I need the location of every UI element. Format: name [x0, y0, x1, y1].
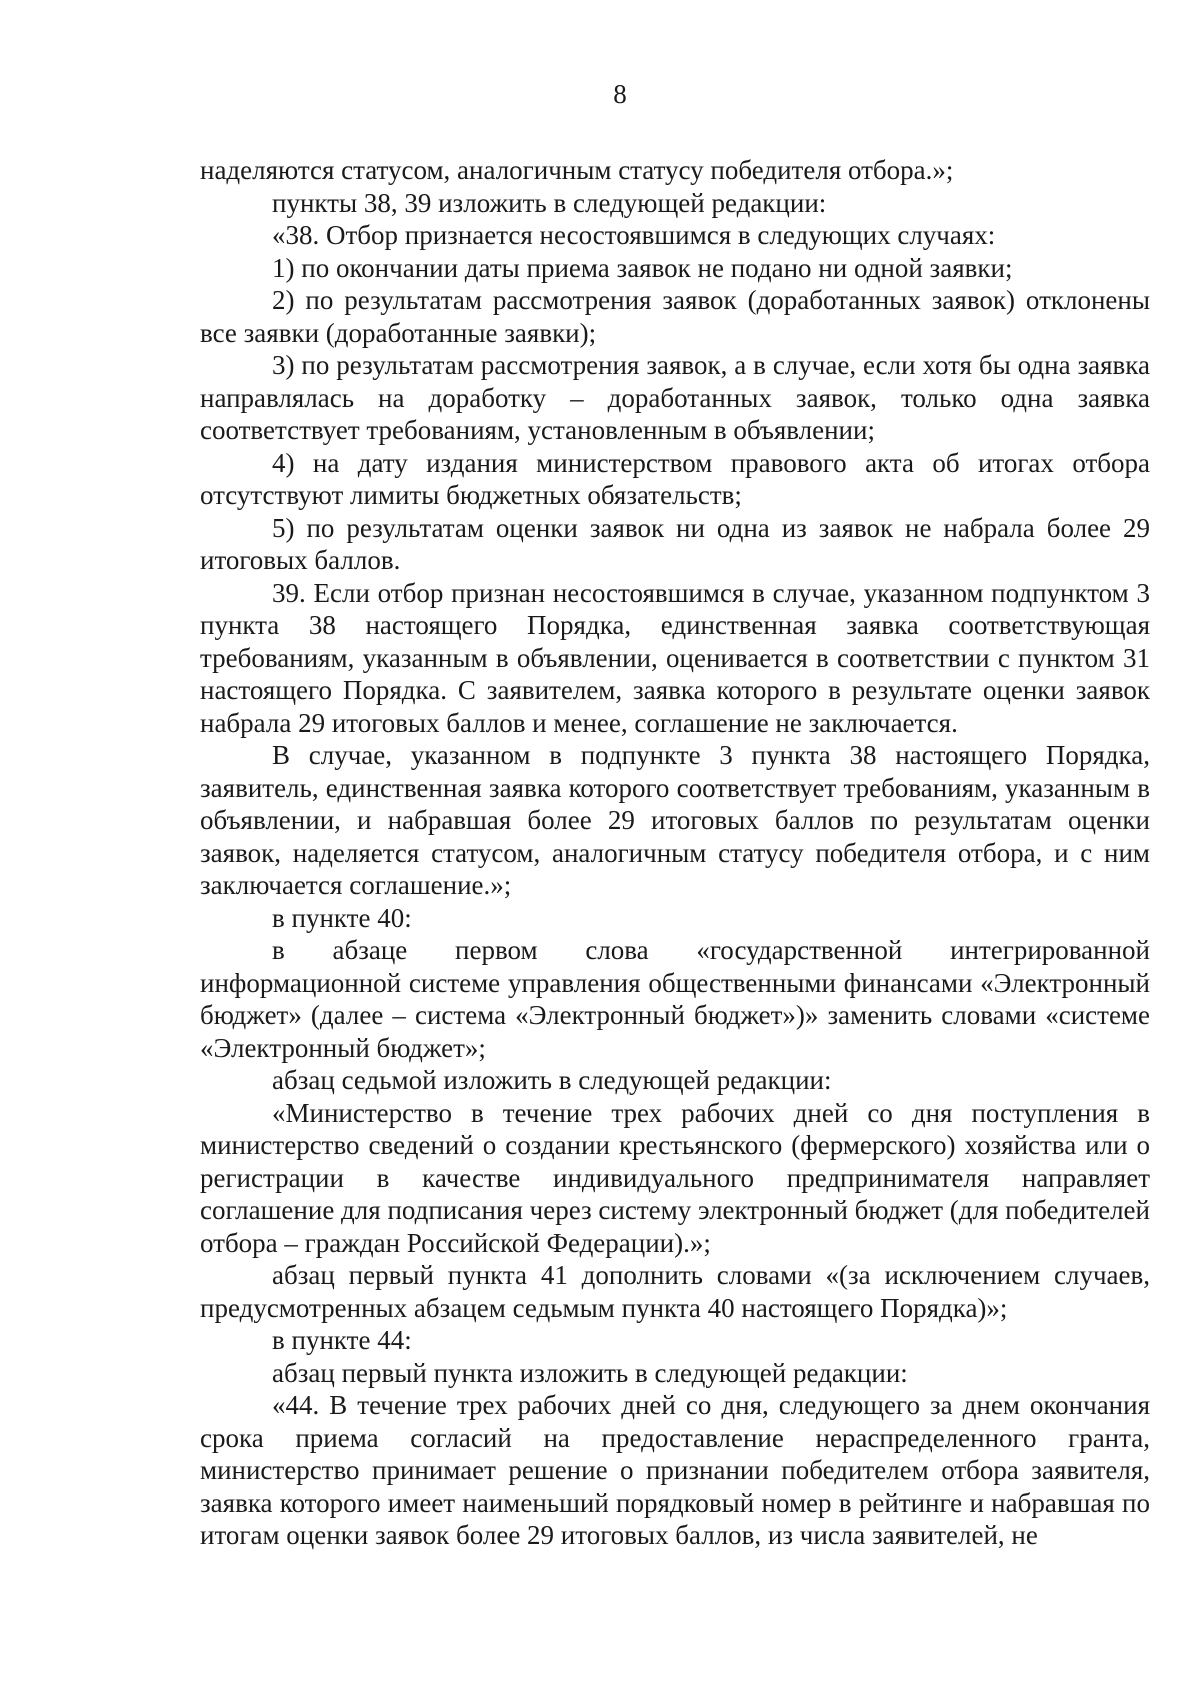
paragraph-38-case-4: 4) на дату издания министерством правового акта об итогах отбора отсутствуют лимиты бюджетных обязательств; [200, 447, 1150, 510]
paragraph-39-second: В случае, указанном в подпункте 3 пункта 38 настоящего Порядка, заявитель, единственная заявка которого соответствует требованиям, указанным в объявлении, и набравшая более 29 итоговых баллов по результатам оценки заявок, наделяется статусом, аналогичным статусу победителя отбора, и с ним заключается соглашение.»; [200, 740, 1150, 900]
page-number: 8 [613, 79, 627, 109]
paragraph-continuation: наделяются статусом, аналогичным статусу победителя отбора.»; [200, 155, 954, 185]
paragraph-38-case-2: 2) по результатам рассмотрения заявок (доработанных заявок) отклонены все заявки (доработанные заявки); [200, 285, 1150, 348]
paragraph-in-item-40: в пункте 40: [272, 902, 412, 933]
paragraph-38-case-5: 5) по результатам оценки заявок ни одна из заявок не набрала более 29 итоговых баллов. [200, 512, 1150, 575]
paragraph-amend-38-39: пункты 38, 39 изложить в следующей редакции: [272, 187, 827, 218]
document-body [200, 154, 1150, 1552]
paragraph-in-item-44: в пункте 44: [272, 1325, 412, 1355]
paragraph-item-39: 39. Если отбор признан несостоявшимся в случае, указанном подпунктом 3 пункта 38 настоящего Порядка, единственная заявка соответствующая требованиям, указанным в объявлении, оценивается в соответствии с пунктом 31 настоящего Порядка. С заявителем, заявка которого в результате оценки заявок набрала 29 итоговых баллов и менее, соглашение не заключается. [200, 577, 1150, 738]
paragraph-38-case-1: 1) по окончании даты приема заявок не подано ни одной заявки; [272, 252, 1013, 283]
paragraph-44-first-abzac: абзац первый пункта изложить в следующей редакции: [272, 1357, 908, 1388]
paragraph-40-seventh-text: «Министерство в течение трех рабочих дней со дня поступления в министерство сведений о создании крестьянского (фермерского) хозяйства или о регистрации в качестве индивидуального предпринимателя направляет соглашение для подписания через систему электронный бюджет (для победителей отбора – граждан Российской Федерации).»; [200, 1097, 1150, 1258]
paragraph-item-38: «38. Отбор признается несостоявшимся в следующих случаях: [272, 220, 996, 250]
paragraph-40-seventh-abzac: абзац седьмой изложить в следующей редакции: [272, 1065, 832, 1095]
paragraph-item-44: «44. В течение трех рабочих дней со дня, следующего за днем окончания срока приема согласий на предоставление нераспределенного гранта, министерство принимает решение о признании победителем отбора заявителя, заявка которого имеет наименьший порядковый номер в рейтинге и набравшая по итогам оценки заявок более 29 итоговых баллов, из числа заявителей, не [200, 1390, 1150, 1550]
paragraph-40-first-abzac: в абзаце первом слова «государственной интегрированной информационной системе управления общественными финансами «Электронный бюджет» (далее – система «Электронный бюджет»)» заменить словами «системе «Электронный бюджет»; [200, 935, 1150, 1063]
paragraph-38-case-3: 3) по результатам рассмотрения заявок, а в случае, если хотя бы одна заявка направлялась на доработку – доработанных заявок, только одна заявка соответствует требованиям, установленным в объявлении; [200, 350, 1150, 445]
paragraph-item-41: абзац первый пункта 41 дополнить словами «(за исключением случаев, предусмотренных абзацем седьмым пункта 40 настоящего Порядка)»; [200, 1260, 1150, 1323]
